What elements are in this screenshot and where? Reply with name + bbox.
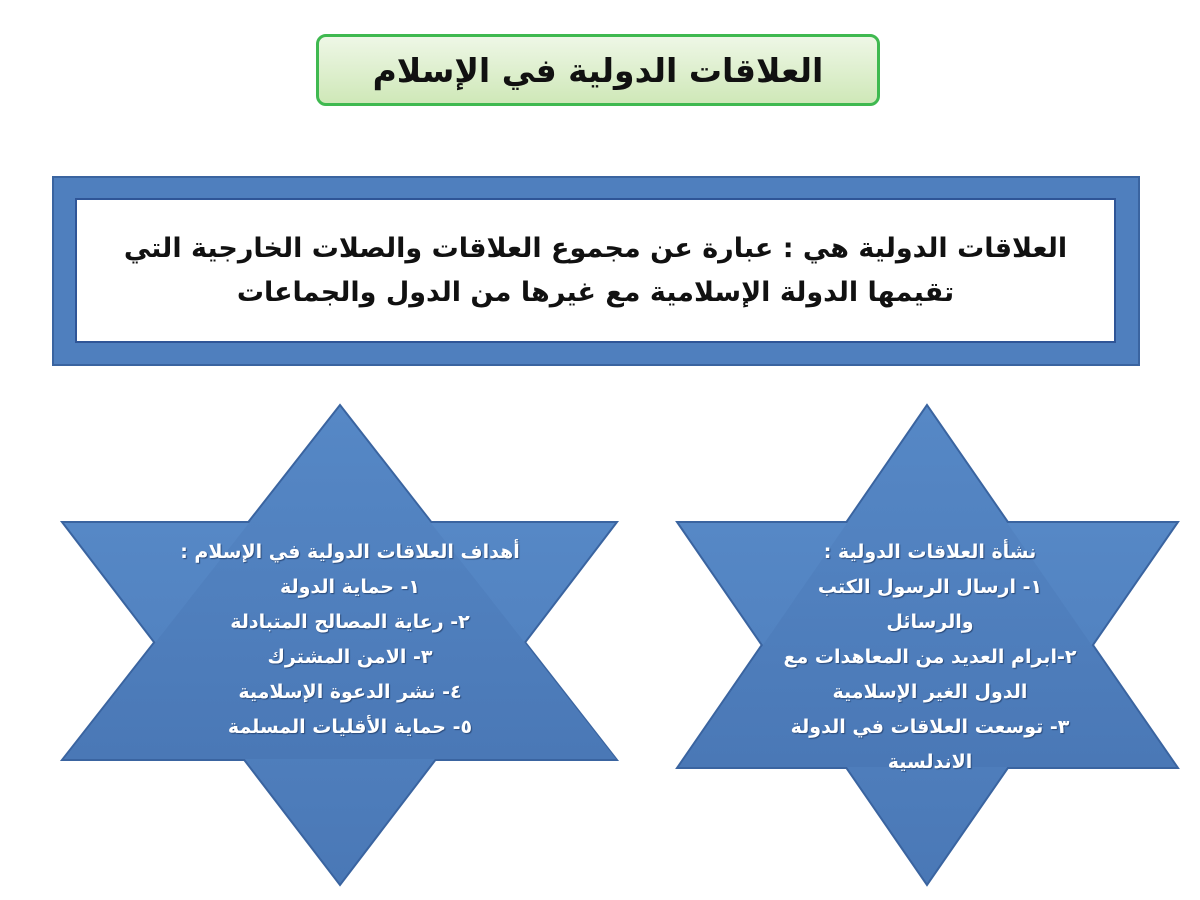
origin-text — [730, 535, 1130, 780]
origin-line-3: ٢-ابرام العديد من المعاهدات مع — [783, 646, 1077, 668]
origin-line-2: والرسائل — [886, 611, 974, 633]
origin-heading: نشأة العلاقات الدولية : — [823, 541, 1037, 563]
goals-item-1: ١- حماية الدولة — [279, 576, 421, 598]
definition-line-2: تقيمها الدولة الإسلامية مع غيرها من الدول والجماعات — [236, 276, 955, 308]
goals-item-2: ٢- رعاية المصالح المتبادلة — [230, 611, 470, 633]
origin-line-6: الاندلسية — [887, 751, 973, 773]
goals-item-3: ٣- الامن المشترك — [267, 646, 433, 668]
goals-text — [120, 535, 580, 745]
origin-line-5: ٣- توسعت العلاقات في الدولة — [790, 716, 1070, 738]
definition-line-1: العلاقات الدولية هي : عبارة عن مجموع العلاقات والصلات الخارجية التي — [123, 232, 1068, 264]
origin-line-4: الدول الغير الإسلامية — [832, 681, 1028, 703]
origin-line-1: ١- ارسال الرسول الكتب — [817, 576, 1043, 598]
slide-title: العلاقات الدولية في الإسلام — [372, 50, 824, 90]
goals-item-4: ٤- نشر الدعوة الإسلامية — [238, 681, 462, 703]
goals-item-5: ٥- حماية الأقليات المسلمة — [227, 716, 473, 738]
goals-heading: أهداف العلاقات الدولية في الإسلام : — [180, 541, 520, 563]
